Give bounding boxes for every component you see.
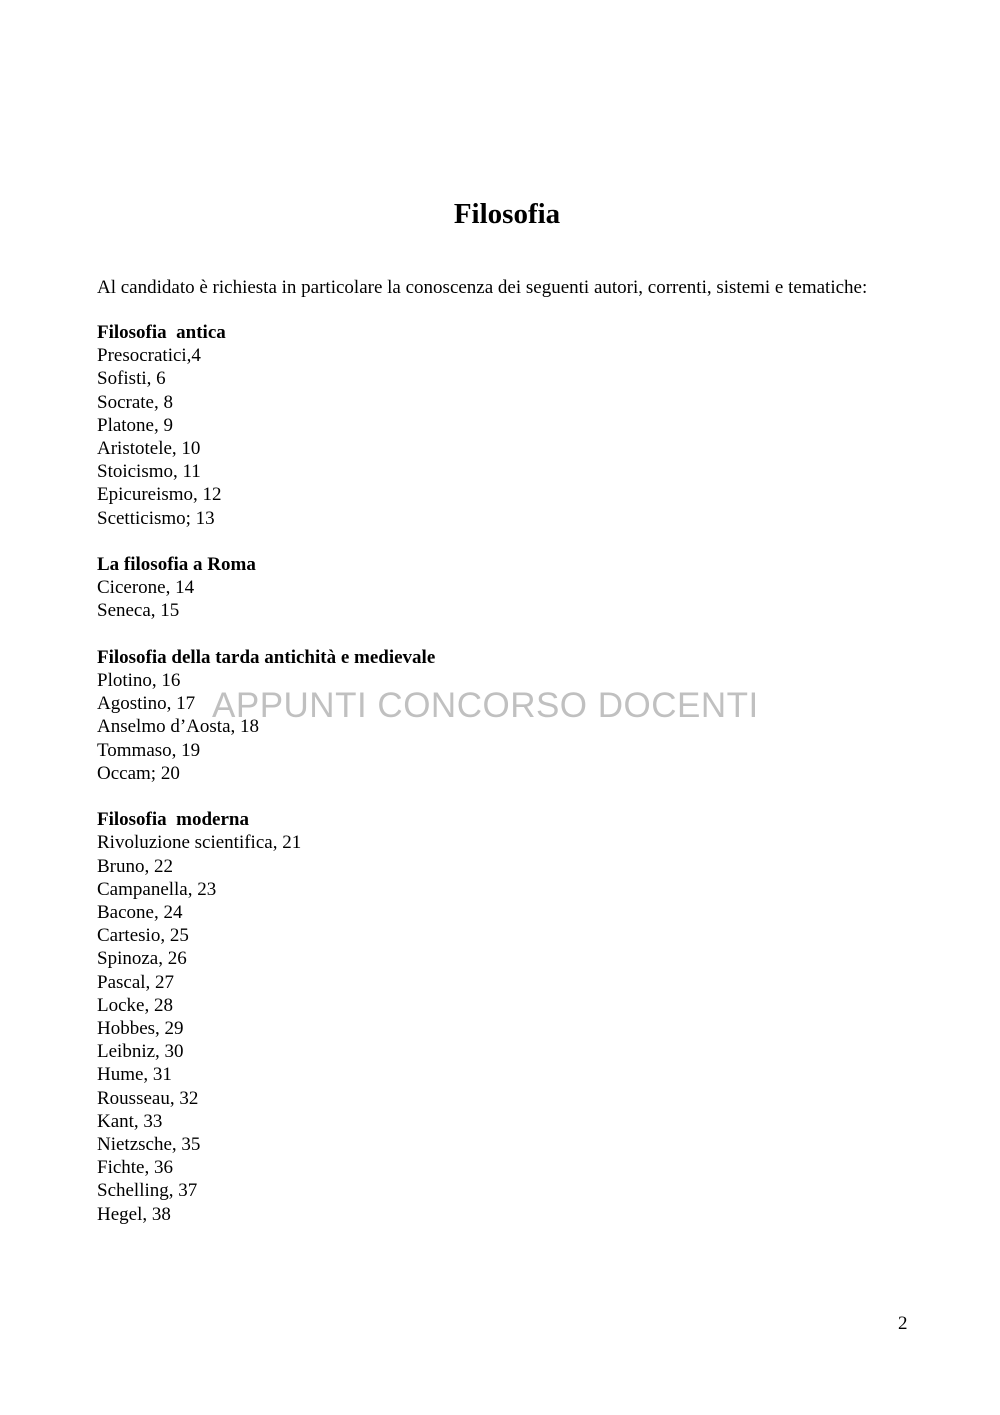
list-item: Sofisti, 6 <box>97 368 166 390</box>
list-item: Agostino, 17 <box>97 693 196 715</box>
entry-list <box>97 669 435 785</box>
list-item: Tommaso, 19 <box>97 739 201 761</box>
list-item: Epicureismo, 12 <box>97 484 222 506</box>
topic-index <box>97 321 435 1249</box>
section-heading: Filosofia antica <box>97 322 226 343</box>
list-item: Hume, 31 <box>97 1064 172 1086</box>
watermark-text: APPUNTI CONCORSO DOCENTI <box>212 686 759 725</box>
list-item: Leibniz, 30 <box>97 1041 184 1063</box>
list-item: Kant, 33 <box>97 1110 163 1132</box>
section-heading: Filosofia della tarda antichità e medievale <box>97 646 436 668</box>
list-item: Cartesio, 25 <box>97 925 189 947</box>
list-item: Bruno, 22 <box>97 855 173 877</box>
list-item: Stoicismo, 11 <box>97 461 201 483</box>
page-title: Filosofia <box>453 198 561 230</box>
page-number: 2 <box>898 1313 908 1334</box>
list-item: Seneca, 15 <box>97 600 180 622</box>
list-item: Campanella, 23 <box>97 878 217 900</box>
section <box>97 321 435 530</box>
list-item: Hobbes, 29 <box>97 1018 184 1040</box>
list-item: Socrate, 8 <box>97 391 173 413</box>
entry-list <box>97 831 435 1225</box>
list-item: Spinoza, 26 <box>97 948 187 970</box>
section <box>97 646 435 785</box>
list-item: Platone, 9 <box>97 414 173 436</box>
section <box>97 553 435 623</box>
list-item: Hegel, 38 <box>97 1203 171 1225</box>
list-item: Occam; 20 <box>97 762 180 784</box>
list-item: Locke, 28 <box>97 994 173 1016</box>
list-item: Anselmo d’Aosta, 18 <box>97 716 260 738</box>
intro-paragraph: Al candidato è richiesta in particolare la conoscenza dei seguenti autori, correnti, sistemi e tematiche: <box>97 277 868 298</box>
list-item: Bacone, 24 <box>97 902 183 924</box>
list-item: Schelling, 37 <box>97 1180 198 1202</box>
list-item: Presocratici,4 <box>97 345 201 367</box>
list-item: Nietzsche, 35 <box>97 1134 201 1156</box>
list-item: Pascal, 27 <box>97 971 175 993</box>
list-item: Scetticismo; 13 <box>97 507 215 529</box>
entry-list <box>97 344 435 530</box>
list-item: Plotino, 16 <box>97 670 181 692</box>
section-heading: Filosofia moderna <box>97 809 249 831</box>
list-item: Rousseau, 32 <box>97 1087 199 1109</box>
list-item: Rivoluzione scientifica, 21 <box>97 832 302 854</box>
section <box>97 808 435 1226</box>
section-heading: La filosofia a Roma <box>97 554 256 576</box>
entry-list <box>97 576 435 622</box>
list-item: Cicerone, 14 <box>97 577 195 599</box>
list-item: Aristotele, 10 <box>97 438 201 460</box>
list-item: Fichte, 36 <box>97 1157 173 1179</box>
